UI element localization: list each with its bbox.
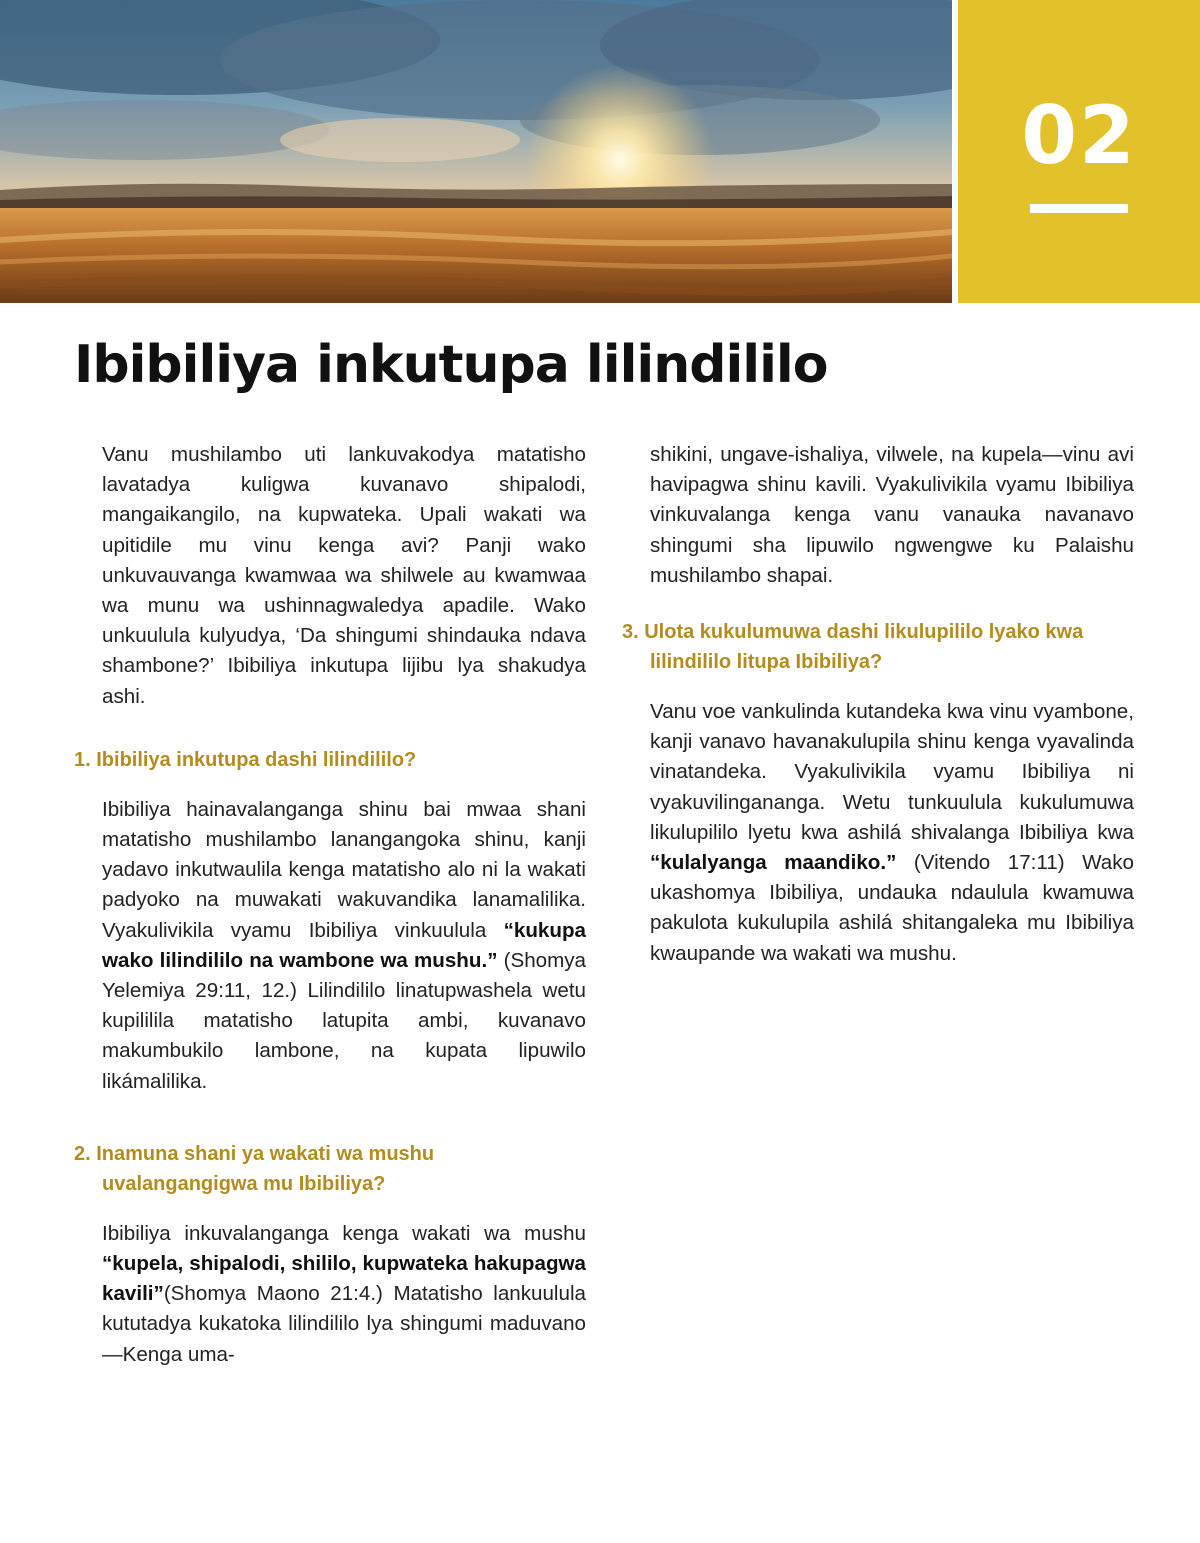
chapter-number: 02 (1021, 89, 1137, 182)
answer-1-text: Ibibiliya hainavalanganga shinu bai mwaa shani matatisho mushilambo lanangangoka shinu, kanji yadavo inkutwaulila kenga matatisho alo ni la wakati padyoko na muwakati wakuvandika lanamalilika. Vyakulivikila vyamu Ibibiliya vinkuulula (102, 797, 586, 942)
answer-3-text: Vanu voe vankulinda kutandeka kwa vinu vyambone, kanji vanavo havanakulupila shinu kenga vyavalinda vinatandeka. Vyakulivikila vyamu Ibibiliya ni vyakuvilingananga. Wetu tunkuulula kukulumuwa likulupililo lyetu kwa ashilá shivalanga Ibibiliya kwa (650, 700, 1134, 844)
question-1-heading: 1. Ibibiliya inkutupa dashi lilindililo? (74, 748, 417, 771)
question-3-heading: 3. Ulota kukulumuwa dashi likulupililo lyako kwa lilindililo litupa Ibibiliya? (622, 621, 1084, 674)
answer-3-paragraph (650, 697, 1134, 969)
answer-2-continued: shikini, ungave-ishaliya, vilwele, na kupela—vinu avi havipagwa shinu kavili. Vyakulivikila vyamu Ibibiliya vinkuvalanga kenga vanu vanauka navanavo shingumi sha lipuwilo ngwengwe ku Palaishu mushilambo shapai. (650, 443, 1134, 587)
answer-1-paragraph (102, 795, 586, 1097)
hero-wheat-field-image (0, 0, 952, 303)
left-column (74, 440, 586, 1370)
answer-1-text-after: (Shomya Yelemiya 29:11, 12.) Lilindililo linatupwashela wetu kupililila matatisho latupita ambi, kuvanavo makumbukilo lambone, na kupata lipuwilo likámalilika. (102, 948, 586, 1093)
badge-underline (1030, 204, 1128, 213)
question-2-heading: 2. Inamuna shani ya wakati wa mushu uvalangangigwa mu Ibibiliya? (74, 1142, 435, 1195)
answer-3-text-after: (Vitendo 17:11) Wako ukashomya Ibibiliya, undauka ndaulula kwamuwa pakulota kukulupila ashilá shitangaleka mu Ibibiliya kwaupande wa wakati wa mushu. (650, 851, 1134, 965)
answer-2-text-after-left: (Shomya Maono 21:4.) Matatisho lankuulula kututadya kukatoka lilindililo lya shingumi maduvano—Kenga uma- (102, 1282, 586, 1366)
page-title: Ibibiliya inkutupa lilindililo (74, 335, 828, 395)
answer-2-paragraph (102, 1219, 586, 1370)
answer-2-text: Ibibiliya inkuvalanganga kenga wakati wa mushu (102, 1221, 586, 1245)
chapter-number-badge (958, 0, 1200, 303)
sunset-field-illustration (0, 0, 952, 303)
answer-2-quote: “kupela, shipalodi, shililo, kupwateka hakupagwa kavili” (102, 1252, 586, 1306)
right-column (622, 440, 1134, 969)
answer-1-quote: “kukupa wako lilindililo na wambone wa mushu.” (102, 918, 586, 972)
intro-paragraph: Vanu mushilambo uti lankuvakodya matatisho lavatadya kuligwa kuvanavo shipalodi, mangaikangilo, na kupwateka. Upali wakati wa upitidile mu vinu kenga avi? Panji wako unkuvauvanga kwamwaa wa shilwele au kwamwaa wa munu wa ushinnagwaledya apadile. Wako unkuulula kulyudya, ‘Da shingumi shindauka ndava shambone?’ Ibibiliya inkutupa lijibu lya shakudya ashi. (102, 443, 586, 708)
answer-3-quote: “kulalyanga maandiko.” (650, 851, 897, 875)
